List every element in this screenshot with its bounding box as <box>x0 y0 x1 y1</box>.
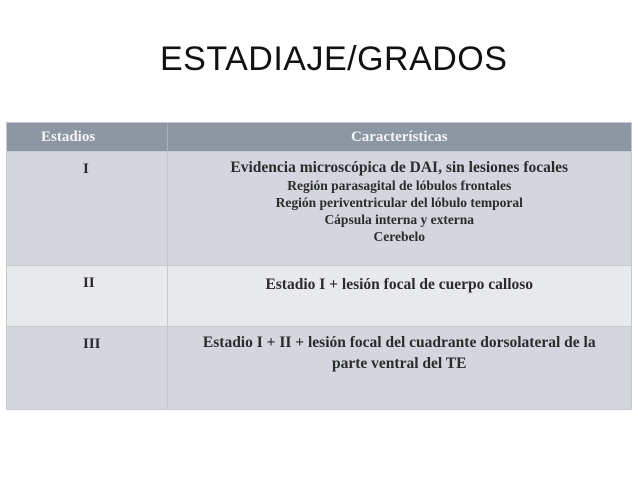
characteristic-main: Estadio I + lesión focal de cuerpo calloso <box>265 276 534 294</box>
stage-cell <box>7 327 167 409</box>
characteristic-sub: Cápsula interna y externa <box>324 212 475 227</box>
characteristic-sub: Región parasagital de lóbulos frontales <box>287 178 512 193</box>
characteristic-main-line: parte ventral del TE <box>332 355 467 373</box>
characteristic-sub: Cerebelo <box>373 229 425 244</box>
table-row <box>7 327 631 409</box>
characteristics-cell <box>167 152 631 266</box>
characteristics-cell <box>167 327 631 409</box>
stage-label: I <box>83 161 89 177</box>
table-row <box>7 152 631 266</box>
stage-cell <box>7 152 167 266</box>
header-caracteristicas: Características <box>167 123 631 152</box>
stage-label: III <box>83 336 101 353</box>
table-row <box>7 266 631 327</box>
stage-cell <box>7 266 167 327</box>
staging-table <box>6 122 632 410</box>
stage-label: II <box>83 275 95 292</box>
header-estadios: Estadios <box>7 123 167 152</box>
table-header-row <box>7 123 631 152</box>
characteristic-main-line: Estadio I + II + lesión focal del cuadrante dorsolateral de la <box>202 334 596 352</box>
characteristic-main: Evidencia microscópica de DAI, sin lesiones focales <box>230 159 569 176</box>
slide-title: ESTADIAJE/GRADOS <box>160 40 508 78</box>
characteristic-sub: Región periventricular del lóbulo temporal <box>275 195 523 210</box>
characteristics-cell <box>167 266 631 327</box>
